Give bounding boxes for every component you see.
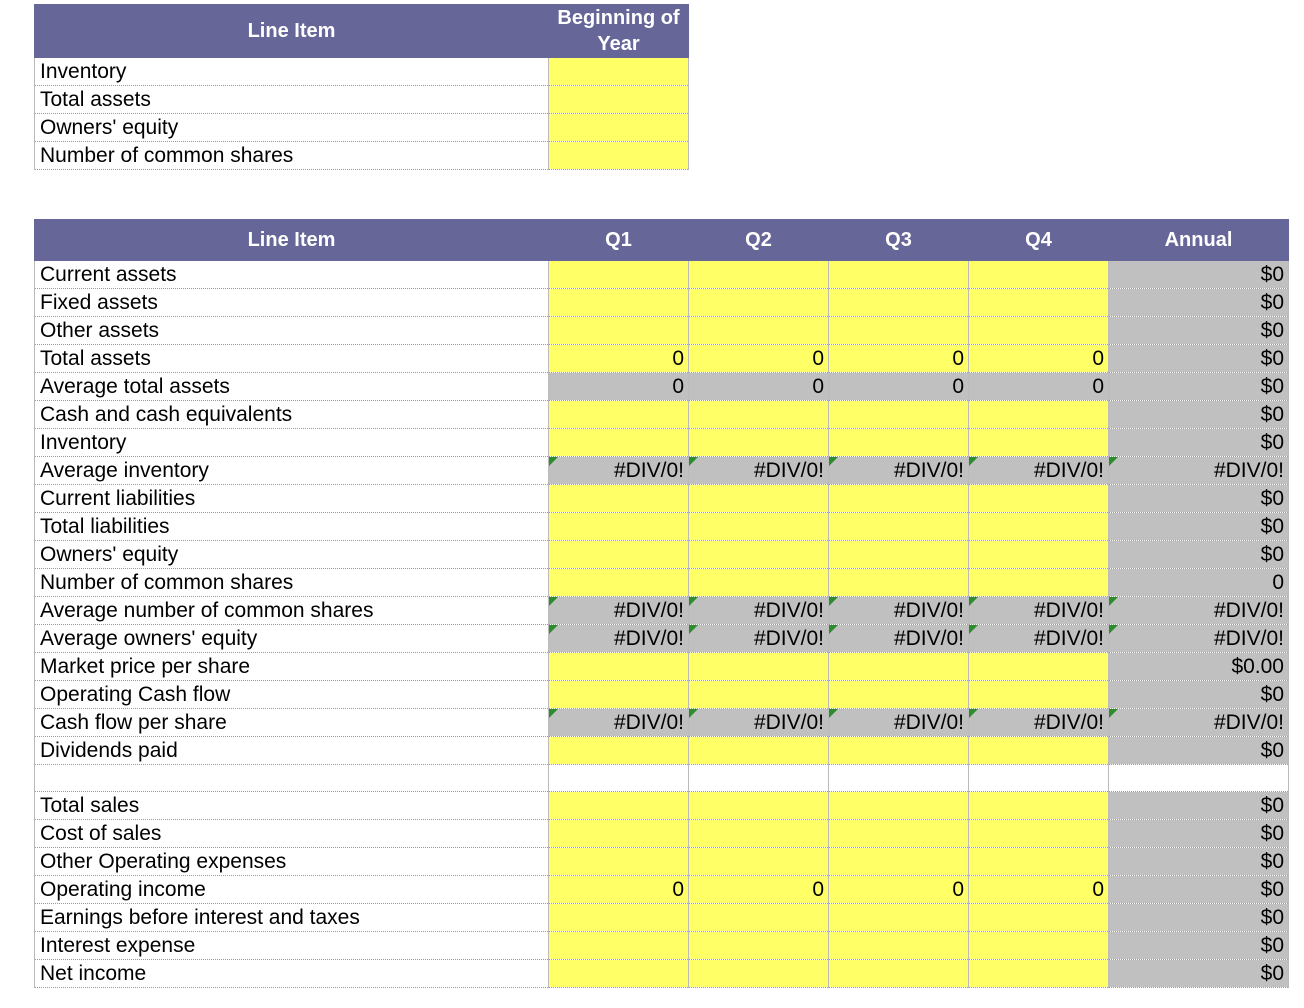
beginning-of-year-input-cell[interactable] bbox=[549, 58, 689, 86]
table-row bbox=[35, 932, 1289, 960]
q4-cell[interactable] bbox=[969, 401, 1109, 429]
q2-cell[interactable] bbox=[689, 485, 829, 513]
annual-cell[interactable]: $0 bbox=[1109, 373, 1289, 401]
q1-cell[interactable]: #DIV/0! bbox=[549, 709, 689, 737]
q3-cell[interactable]: 0 bbox=[829, 345, 969, 373]
line-item-label[interactable]: Total sales bbox=[35, 792, 549, 820]
table-row bbox=[35, 625, 1289, 653]
q4-cell[interactable] bbox=[969, 569, 1109, 597]
table-row bbox=[35, 597, 1289, 625]
q4-cell[interactable]: #DIV/0! bbox=[969, 709, 1109, 737]
line-item-label[interactable]: Average total assets bbox=[35, 373, 549, 401]
q2-cell[interactable] bbox=[689, 289, 829, 317]
blank-row bbox=[35, 765, 1289, 792]
annual-cell[interactable]: $0 bbox=[1109, 904, 1289, 932]
q3-cell[interactable] bbox=[829, 820, 969, 848]
q1-cell[interactable] bbox=[549, 681, 689, 709]
line-item-label[interactable]: Market price per share bbox=[35, 653, 549, 681]
q4-cell[interactable] bbox=[969, 681, 1109, 709]
line-item-label[interactable]: Owners' equity bbox=[35, 541, 549, 569]
line-item-label[interactable]: Average inventory bbox=[35, 457, 549, 485]
quarterly-table bbox=[34, 219, 1289, 988]
line-item-label[interactable]: Number of common shares bbox=[35, 569, 549, 597]
annual-cell[interactable]: #DIV/0! bbox=[1109, 597, 1289, 625]
line-item-label[interactable]: Inventory bbox=[35, 58, 549, 86]
table-row bbox=[35, 58, 689, 86]
line-item-label[interactable]: Current assets bbox=[35, 261, 549, 289]
q3-cell[interactable] bbox=[829, 429, 969, 457]
q4-cell[interactable] bbox=[969, 765, 1109, 792]
q3-cell[interactable] bbox=[829, 848, 969, 876]
q1-cell[interactable] bbox=[549, 485, 689, 513]
beginning-of-year-table bbox=[34, 4, 689, 170]
table-row bbox=[35, 401, 1289, 429]
annual-cell[interactable]: $0 bbox=[1109, 848, 1289, 876]
line-item-label[interactable]: Dividends paid bbox=[35, 737, 549, 765]
q3-cell[interactable] bbox=[829, 792, 969, 820]
annual-cell[interactable]: $0 bbox=[1109, 541, 1289, 569]
table-row bbox=[35, 261, 1289, 289]
q2-cell[interactable] bbox=[689, 569, 829, 597]
q1-cell[interactable] bbox=[549, 737, 689, 765]
annual-cell[interactable]: $0 bbox=[1109, 429, 1289, 457]
header-annual[interactable]: Annual bbox=[1109, 220, 1289, 261]
q3-cell[interactable] bbox=[829, 904, 969, 932]
q4-cell[interactable] bbox=[969, 429, 1109, 457]
header-q1[interactable]: Q1 bbox=[549, 220, 689, 261]
line-item-label[interactable]: Inventory bbox=[35, 429, 549, 457]
line-item-label[interactable]: Interest expense bbox=[35, 932, 549, 960]
line-item-label[interactable]: Net income bbox=[35, 960, 549, 988]
beginning-of-year-input-cell[interactable] bbox=[549, 114, 689, 142]
line-item-label[interactable]: Total assets bbox=[35, 86, 549, 114]
q2-cell[interactable]: #DIV/0! bbox=[689, 457, 829, 485]
q2-cell[interactable] bbox=[689, 820, 829, 848]
q3-cell[interactable] bbox=[829, 681, 969, 709]
table-row bbox=[35, 792, 1289, 820]
q1-cell[interactable]: 0 bbox=[549, 373, 689, 401]
q3-cell[interactable] bbox=[829, 569, 969, 597]
annual-cell[interactable] bbox=[1109, 765, 1289, 792]
q2-cell[interactable] bbox=[689, 765, 829, 792]
q1-cell[interactable]: #DIV/0! bbox=[549, 597, 689, 625]
table-row bbox=[35, 86, 689, 114]
q1-cell[interactable] bbox=[549, 932, 689, 960]
q2-cell[interactable]: #DIV/0! bbox=[689, 709, 829, 737]
q3-cell[interactable] bbox=[829, 261, 969, 289]
q2-cell[interactable]: 0 bbox=[689, 876, 829, 904]
q2-cell[interactable]: #DIV/0! bbox=[689, 625, 829, 653]
table-row bbox=[35, 345, 1289, 373]
annual-cell[interactable]: $0 bbox=[1109, 737, 1289, 765]
table-row bbox=[35, 709, 1289, 737]
q2-cell[interactable] bbox=[689, 429, 829, 457]
q1-cell[interactable] bbox=[549, 904, 689, 932]
table-row bbox=[35, 960, 1289, 988]
q3-cell[interactable] bbox=[829, 513, 969, 541]
q2-cell[interactable]: #DIV/0! bbox=[689, 597, 829, 625]
q3-cell[interactable]: #DIV/0! bbox=[829, 457, 969, 485]
line-item-label[interactable] bbox=[35, 765, 549, 792]
q4-cell[interactable] bbox=[969, 485, 1109, 513]
table-row bbox=[35, 876, 1289, 904]
q4-cell[interactable] bbox=[969, 261, 1109, 289]
q2-cell[interactable] bbox=[689, 261, 829, 289]
q3-cell[interactable] bbox=[829, 485, 969, 513]
q3-cell[interactable]: 0 bbox=[829, 876, 969, 904]
header-row bbox=[35, 220, 1289, 261]
q2-cell[interactable] bbox=[689, 317, 829, 345]
table-row bbox=[35, 820, 1289, 848]
q2-cell[interactable] bbox=[689, 932, 829, 960]
q3-cell[interactable] bbox=[829, 289, 969, 317]
q4-cell[interactable] bbox=[969, 904, 1109, 932]
q4-cell[interactable]: #DIV/0! bbox=[969, 597, 1109, 625]
q1-cell[interactable] bbox=[549, 401, 689, 429]
q2-cell[interactable] bbox=[689, 848, 829, 876]
table-row bbox=[35, 848, 1289, 876]
q2-cell[interactable] bbox=[689, 960, 829, 988]
q3-cell[interactable] bbox=[829, 317, 969, 345]
annual-cell[interactable]: 0 bbox=[1109, 569, 1289, 597]
q4-cell[interactable] bbox=[969, 960, 1109, 988]
q2-cell[interactable] bbox=[689, 792, 829, 820]
annual-cell[interactable]: $0 bbox=[1109, 401, 1289, 429]
annual-cell[interactable]: $0 bbox=[1109, 932, 1289, 960]
annual-cell[interactable]: $0 bbox=[1109, 485, 1289, 513]
annual-cell[interactable]: $0 bbox=[1109, 960, 1289, 988]
q1-cell[interactable] bbox=[549, 792, 689, 820]
q3-cell[interactable] bbox=[829, 401, 969, 429]
table-row bbox=[35, 541, 1289, 569]
q4-cell[interactable]: 0 bbox=[969, 876, 1109, 904]
line-item-label[interactable]: Total assets bbox=[35, 345, 549, 373]
header-q2[interactable]: Q2 bbox=[689, 220, 829, 261]
table-row bbox=[35, 114, 689, 142]
line-item-label[interactable]: Fixed assets bbox=[35, 289, 549, 317]
annual-cell[interactable]: $0 bbox=[1109, 792, 1289, 820]
header-beginning-of-year[interactable]: Beginning of Year bbox=[549, 5, 689, 58]
annual-cell[interactable]: #DIV/0! bbox=[1109, 457, 1289, 485]
q3-cell[interactable] bbox=[829, 737, 969, 765]
annual-cell[interactable]: $0 bbox=[1109, 317, 1289, 345]
annual-cell[interactable]: $0 bbox=[1109, 261, 1289, 289]
line-item-label[interactable]: Operating income bbox=[35, 876, 549, 904]
annual-cell[interactable]: $0 bbox=[1109, 513, 1289, 541]
header-line-item[interactable]: Line Item bbox=[35, 5, 549, 58]
line-item-label[interactable]: Cash flow per share bbox=[35, 709, 549, 737]
q3-cell[interactable]: #DIV/0! bbox=[829, 625, 969, 653]
q1-cell[interactable] bbox=[549, 289, 689, 317]
table-row bbox=[35, 485, 1289, 513]
q1-cell[interactable] bbox=[549, 261, 689, 289]
q4-cell[interactable] bbox=[969, 513, 1109, 541]
table-row bbox=[35, 653, 1289, 681]
q3-cell[interactable]: #DIV/0! bbox=[829, 597, 969, 625]
q3-cell[interactable] bbox=[829, 932, 969, 960]
q3-cell[interactable] bbox=[829, 653, 969, 681]
line-item-label[interactable]: Earnings before interest and taxes bbox=[35, 904, 549, 932]
line-item-label[interactable]: Average number of common shares bbox=[35, 597, 549, 625]
table-row bbox=[35, 142, 689, 170]
q1-cell[interactable] bbox=[549, 653, 689, 681]
beginning-of-year-input-cell[interactable] bbox=[549, 142, 689, 170]
table-row bbox=[35, 737, 1289, 765]
annual-cell[interactable]: $0 bbox=[1109, 681, 1289, 709]
annual-cell[interactable]: #DIV/0! bbox=[1109, 625, 1289, 653]
q2-cell[interactable] bbox=[689, 401, 829, 429]
line-item-label[interactable]: Cost of sales bbox=[35, 820, 549, 848]
annual-cell[interactable]: $0.00 bbox=[1109, 653, 1289, 681]
line-item-label[interactable]: Operating Cash flow bbox=[35, 681, 549, 709]
q1-cell[interactable]: 0 bbox=[549, 345, 689, 373]
annual-cell[interactable]: $0 bbox=[1109, 820, 1289, 848]
q2-cell[interactable] bbox=[689, 541, 829, 569]
q3-cell[interactable]: 0 bbox=[829, 373, 969, 401]
q1-cell[interactable] bbox=[549, 960, 689, 988]
q4-cell[interactable]: 0 bbox=[969, 373, 1109, 401]
q2-cell[interactable] bbox=[689, 681, 829, 709]
header-q3[interactable]: Q3 bbox=[829, 220, 969, 261]
annual-cell[interactable]: $0 bbox=[1109, 876, 1289, 904]
q1-cell[interactable] bbox=[549, 513, 689, 541]
q1-cell[interactable] bbox=[549, 317, 689, 345]
table-row bbox=[35, 317, 1289, 345]
q4-cell[interactable] bbox=[969, 848, 1109, 876]
q4-cell[interactable] bbox=[969, 317, 1109, 345]
table-row bbox=[35, 513, 1289, 541]
line-item-label[interactable]: Total liabilities bbox=[35, 513, 549, 541]
q1-cell[interactable]: 0 bbox=[549, 876, 689, 904]
q3-cell[interactable]: #DIV/0! bbox=[829, 709, 969, 737]
q2-cell[interactable] bbox=[689, 513, 829, 541]
q3-cell[interactable] bbox=[829, 960, 969, 988]
q1-cell[interactable] bbox=[549, 429, 689, 457]
q2-cell[interactable] bbox=[689, 737, 829, 765]
q4-cell[interactable] bbox=[969, 792, 1109, 820]
q4-cell[interactable] bbox=[969, 541, 1109, 569]
line-item-label[interactable]: Number of common shares bbox=[35, 142, 549, 170]
line-item-label[interactable]: Current liabilities bbox=[35, 485, 549, 513]
q1-cell[interactable] bbox=[549, 848, 689, 876]
q4-cell[interactable]: #DIV/0! bbox=[969, 625, 1109, 653]
beginning-of-year-input-cell[interactable] bbox=[549, 86, 689, 114]
q4-cell[interactable] bbox=[969, 653, 1109, 681]
q1-cell[interactable]: #DIV/0! bbox=[549, 625, 689, 653]
q1-cell[interactable] bbox=[549, 820, 689, 848]
header-line-item[interactable]: Line Item bbox=[35, 220, 549, 261]
q2-cell[interactable] bbox=[689, 904, 829, 932]
table-row bbox=[35, 289, 1289, 317]
q2-cell[interactable] bbox=[689, 653, 829, 681]
q4-cell[interactable] bbox=[969, 820, 1109, 848]
table-row bbox=[35, 429, 1289, 457]
q4-cell[interactable]: #DIV/0! bbox=[969, 457, 1109, 485]
table-row bbox=[35, 681, 1289, 709]
q2-cell[interactable]: 0 bbox=[689, 345, 829, 373]
header-q4[interactable]: Q4 bbox=[969, 220, 1109, 261]
table-row bbox=[35, 904, 1289, 932]
q2-cell[interactable]: 0 bbox=[689, 373, 829, 401]
table-row bbox=[35, 569, 1289, 597]
q4-cell[interactable] bbox=[969, 289, 1109, 317]
q1-cell[interactable] bbox=[549, 569, 689, 597]
q4-cell[interactable] bbox=[969, 932, 1109, 960]
q4-cell[interactable] bbox=[969, 737, 1109, 765]
q1-cell[interactable] bbox=[549, 765, 689, 792]
annual-cell[interactable]: $0 bbox=[1109, 345, 1289, 373]
header-row bbox=[35, 5, 689, 58]
line-item-label[interactable]: Other Operating expenses bbox=[35, 848, 549, 876]
line-item-label[interactable]: Other assets bbox=[35, 317, 549, 345]
line-item-label[interactable]: Owners' equity bbox=[35, 114, 549, 142]
table-row bbox=[35, 457, 1289, 485]
q1-cell[interactable] bbox=[549, 541, 689, 569]
q4-cell[interactable]: 0 bbox=[969, 345, 1109, 373]
q3-cell[interactable] bbox=[829, 765, 969, 792]
q3-cell[interactable] bbox=[829, 541, 969, 569]
line-item-label[interactable]: Average owners' equity bbox=[35, 625, 549, 653]
annual-cell[interactable]: $0 bbox=[1109, 289, 1289, 317]
annual-cell[interactable]: #DIV/0! bbox=[1109, 709, 1289, 737]
q1-cell[interactable]: #DIV/0! bbox=[549, 457, 689, 485]
line-item-label[interactable]: Cash and cash equivalents bbox=[35, 401, 549, 429]
table-row bbox=[35, 373, 1289, 401]
